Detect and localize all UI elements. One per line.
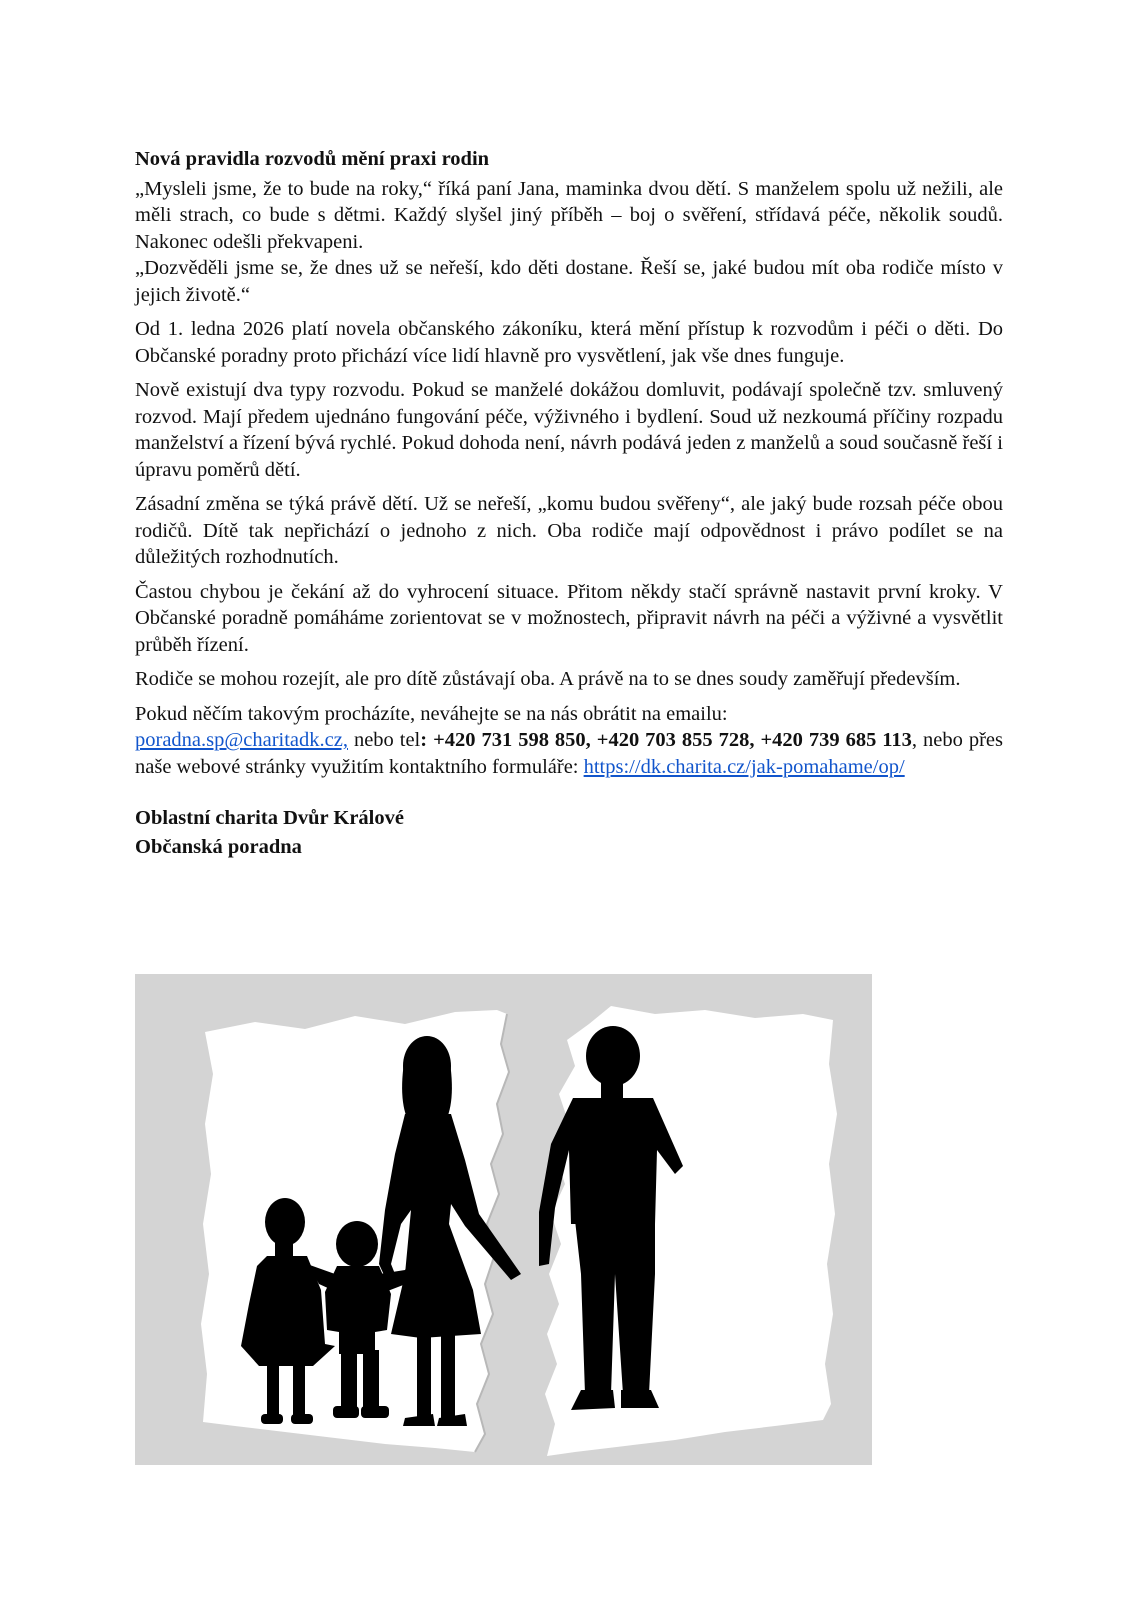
phone-end: , [911, 729, 918, 751]
signature [135, 804, 1003, 862]
email-link[interactable]: poradna.sp@charitadk.cz, [135, 729, 348, 751]
paragraph-closing: Rodiče se mohou rozejít, ale pro dítě zůstávají oba. A právě na to se dnes soudy zaměřují především. [135, 668, 961, 690]
torn-family-photo [135, 974, 872, 1465]
paragraph-types: Nově existují dva typy rozvodu. Pokud se manželé dokážou domluvit, podávají společně tzv. smluvený rozvod. Mají předem ujednáno fungování péče, výživného i bydlení. Soud už nezkoumá příčiny rozpadu manželství a řízení bývá rychlé. Pokud dohoda není, návrh podává jeden z manželů a soud současně řeší i úpravu poměrů dětí. [135, 379, 1003, 481]
phone-numbers: : +420 731 598 850, +420 703 855 728, +420 739 685 113 [420, 729, 912, 751]
article-title: Nová pravidla rozvodů mění praxi rodin [135, 148, 490, 170]
web-intro: nebo přes naše webové stránky využitím kontaktního formuláře: [135, 729, 1004, 778]
signature-organization: Oblastní charita Dvůr Králové [135, 807, 404, 829]
phone-label: nebo tel [347, 729, 421, 751]
web-form-link[interactable]: https://dk.charita.cz/jak-pomahame/op/ [583, 755, 905, 778]
paragraph-novela: Od 1. ledna 2026 platí novela občanského zákoníku, která mění přístup k rozvodům i péči o děti. Do Občanské poradny proto přichází více lidí hlavně pro vysvětlení, jak vše dnes funguje. [135, 318, 1003, 367]
article [135, 146, 1003, 862]
paragraph-advice: Častou chybou je čekání až do vyhrocení situace. Přitom někdy stačí správně nastavit první kroky. V Občanské poradně pomáháme zorientovat se v možnostech, připravit návrh na péči a výživné a vysvětlit průběh řízení. [135, 580, 1003, 656]
intro-quote-2: „Dozvěděli jsme se, že dnes už se neřeší, kdo děti dostane. Řeší se, jaké budou mít oba rodiče místo v jejich životě.“ [135, 257, 1003, 306]
family-illustration [135, 974, 872, 1465]
contact-intro: Pokud něčím takovým procházíte, neváhejte se na nás obrátit na emailu: [135, 702, 728, 725]
paragraph-children: Zásadní změna se týká právě dětí. Už se neřeší, „komu budou svěřeny“, ale jaký bude rozsah péče obou rodičů. Dítě tak nepřichází o jednoho z nich. Oba rodiče mají odpovědnost i právo podílet se na důležitých rozhodnutích. [135, 493, 1003, 568]
signature-department: Občanská poradna [135, 836, 302, 858]
intro-quote-1: „Mysleli jsme, že to bude na roky,“ říká paní Jana, maminka dvou dětí. S manželem spolu už nežili, ale měli strach, co bude s dětmi. Každý slyšel jiný příběh – boj o svěření, střídavá péče, několik soudů. Nakonec odešli překvapeni. [135, 177, 1003, 253]
contact-paragraph [135, 701, 1003, 781]
